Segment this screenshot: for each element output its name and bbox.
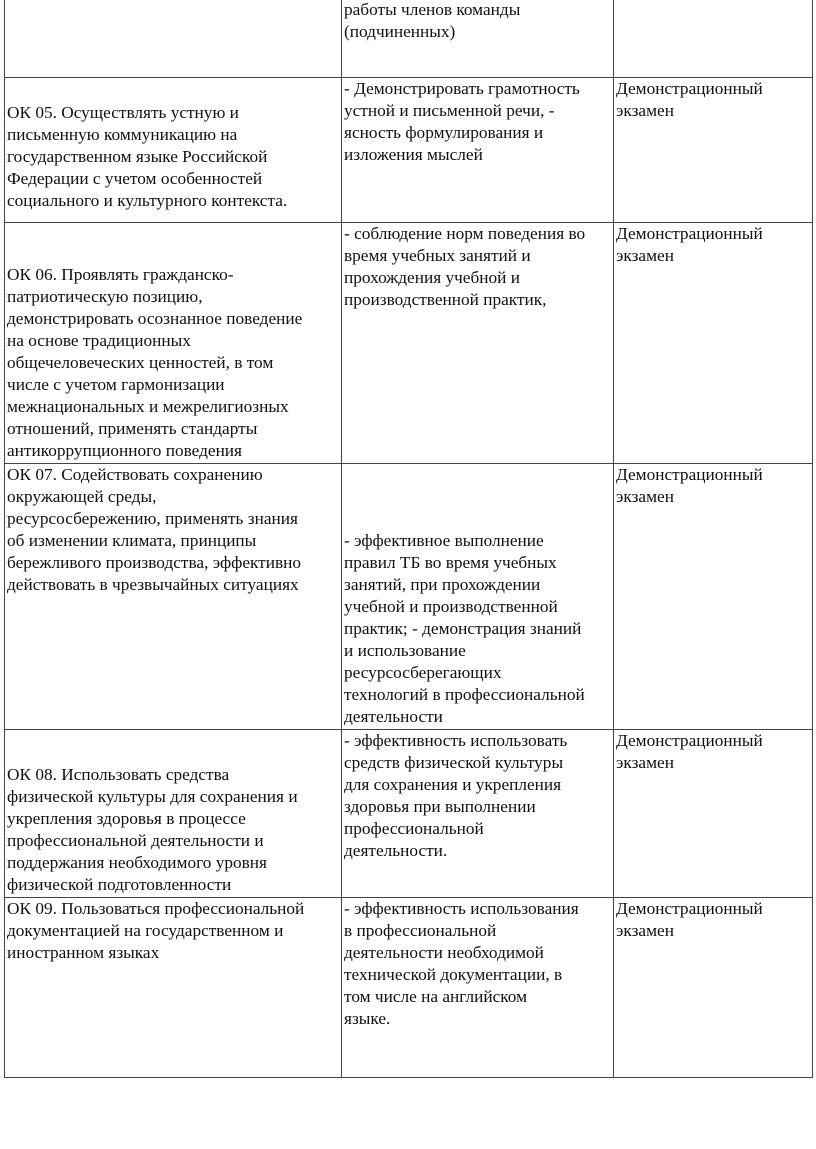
competence-text-line: профессиональной деятельности и: [7, 831, 264, 850]
assessment-text-line: экзамен: [616, 487, 674, 506]
competence-text-line: патриотическую позицию,: [7, 287, 203, 306]
competence-cell: [5, 730, 342, 898]
assessment-cell: [614, 78, 813, 223]
competence-text-line: письменную коммуникацию на: [7, 125, 238, 144]
competence-text-line: ОК 05. Осуществлять устную и: [7, 103, 239, 122]
indicators-text-line: учебной и производственной: [344, 597, 558, 616]
competence-text-line: ОК 09. Пользоваться профессиональной: [7, 899, 305, 918]
assessment-text-line: Демонстрационный: [616, 731, 763, 750]
competence-text-line: общечеловеческих ценностей, в том: [7, 353, 274, 372]
competence-text-line: ОК 08. Использовать средства: [7, 765, 230, 784]
assessment-text-line: Демонстрационный: [616, 79, 763, 98]
competence-text-line: действовать в чрезвычайных ситуациях: [7, 575, 299, 594]
competence-text-line: межнациональных и межрелигиозных: [7, 397, 289, 416]
table-body: [5, 0, 813, 1078]
indicators-cell: [342, 730, 614, 898]
competence-text-line: ресурсосбережению, применять знания: [7, 509, 298, 528]
competence-text-line: документацией на государственном и: [7, 921, 284, 940]
competence-text-line: укрепления здоровья в процессе: [7, 809, 246, 828]
indicators-cell: [342, 78, 614, 223]
competence-text-line: ОК 07. Содействовать сохранению: [7, 465, 263, 484]
table-row: [5, 464, 813, 730]
competence-text-line: Федерации с учетом особенностей: [7, 169, 263, 188]
competence-text-line: бережливого производства, эффективно: [7, 553, 301, 572]
indicators-text-line: время учебных занятий и: [344, 246, 531, 265]
indicators-text-line: практик; - демонстрация знаний: [344, 619, 582, 638]
indicators-text-line: производственной практик,: [344, 290, 547, 309]
competence-assessment-table: [4, 0, 813, 1078]
assessment-cell: [614, 898, 813, 1078]
competence-text-line: числе с учетом гармонизации: [7, 375, 225, 394]
indicators-text-line: правил ТБ во время учебных: [344, 553, 557, 572]
indicators-text-line: технологий в профессиональной: [344, 685, 585, 704]
assessment-text-line: Демонстрационный: [616, 465, 763, 484]
assessment-cell: [614, 730, 813, 898]
indicators-text-line: прохождения учебной и: [344, 268, 520, 287]
competence-text-line: государственном языке Российской: [7, 147, 268, 166]
indicators-cell: [342, 0, 614, 78]
table-row: [5, 898, 813, 1078]
table-row: [5, 730, 813, 898]
indicators-cell: [342, 223, 614, 464]
competence-text-line: ОК 06. Проявлять гражданско-: [7, 265, 234, 284]
indicators-text-line: работы членов команды: [344, 0, 521, 19]
indicators-text-line: для сохранения и укрепления: [344, 775, 562, 794]
indicators-cell: [342, 464, 614, 730]
competence-cell: [5, 898, 342, 1078]
competence-text-line: на основе традиционных: [7, 331, 191, 350]
assessment-text-line: экзамен: [616, 101, 674, 120]
assessment-cell: [614, 223, 813, 464]
competence-text-line: отношений, применять стандарты: [7, 419, 258, 438]
indicators-text-line: профессиональной: [344, 819, 484, 838]
indicators-text-line: устной и письменной речи, -: [344, 101, 555, 120]
indicators-text-line: - эффективность использовать: [344, 731, 568, 750]
competence-text-line: окружающей среды,: [7, 487, 157, 506]
assessment-cell: [614, 0, 813, 78]
competence-cell: [5, 223, 342, 464]
competence-text-line: физической культуры для сохранения и: [7, 787, 298, 806]
indicators-text-line: деятельности.: [344, 841, 448, 860]
indicators-text-line: ясность формулирования и: [344, 123, 544, 142]
competence-cell: [5, 464, 342, 730]
indicators-text-line: - эффективное выполнение: [344, 531, 544, 550]
indicators-text-line: деятельности: [344, 707, 443, 726]
assessment-text-line: Демонстрационный: [616, 899, 763, 918]
indicators-text-line: языке.: [344, 1009, 391, 1028]
competence-cell: [5, 78, 342, 223]
assessment-cell: [614, 464, 813, 730]
competence-text-line: поддержания необходимого уровня: [7, 853, 267, 872]
competence-text-line: об изменении климата, принципы: [7, 531, 257, 550]
assessment-text-line: Демонстрационный: [616, 224, 763, 243]
indicators-text-line: здоровья при выполнении: [344, 797, 536, 816]
indicators-text-line: и использование: [344, 641, 466, 660]
indicators-text-line: (подчиненных): [344, 22, 456, 41]
competence-cell: [5, 0, 342, 78]
table-row: [5, 0, 813, 78]
indicators-text-line: в профессиональной: [344, 921, 497, 940]
indicators-cell: [342, 898, 614, 1078]
competence-text-line: иностранном языках: [7, 943, 160, 962]
assessment-text-line: экзамен: [616, 753, 674, 772]
indicators-text-line: ресурсосберегающих: [344, 663, 502, 682]
indicators-text-line: занятий, при прохождении: [344, 575, 541, 594]
assessment-text-line: экзамен: [616, 246, 674, 265]
indicators-text-line: технической документации, в: [344, 965, 563, 984]
indicators-text-line: - эффективность использования: [344, 899, 579, 918]
competence-text-line: демонстрировать осознанное поведение: [7, 309, 303, 328]
indicators-text-line: - Демонстрировать грамотность: [344, 79, 580, 98]
indicators-text-line: - соблюдение норм поведения во: [344, 224, 586, 243]
indicators-text-line: средств физической культуры: [344, 753, 564, 772]
competence-text-line: физической подготовленности: [7, 875, 232, 894]
indicators-text-line: изложения мыслей: [344, 145, 483, 164]
competence-text-line: социального и культурного контекста.: [7, 191, 288, 210]
table-row: [5, 223, 813, 464]
indicators-text-line: том числе на английском: [344, 987, 528, 1006]
table-row: [5, 78, 813, 223]
assessment-text-line: экзамен: [616, 921, 674, 940]
indicators-text-line: деятельности необходимой: [344, 943, 544, 962]
competence-text-line: антикоррупционного поведения: [7, 441, 243, 460]
